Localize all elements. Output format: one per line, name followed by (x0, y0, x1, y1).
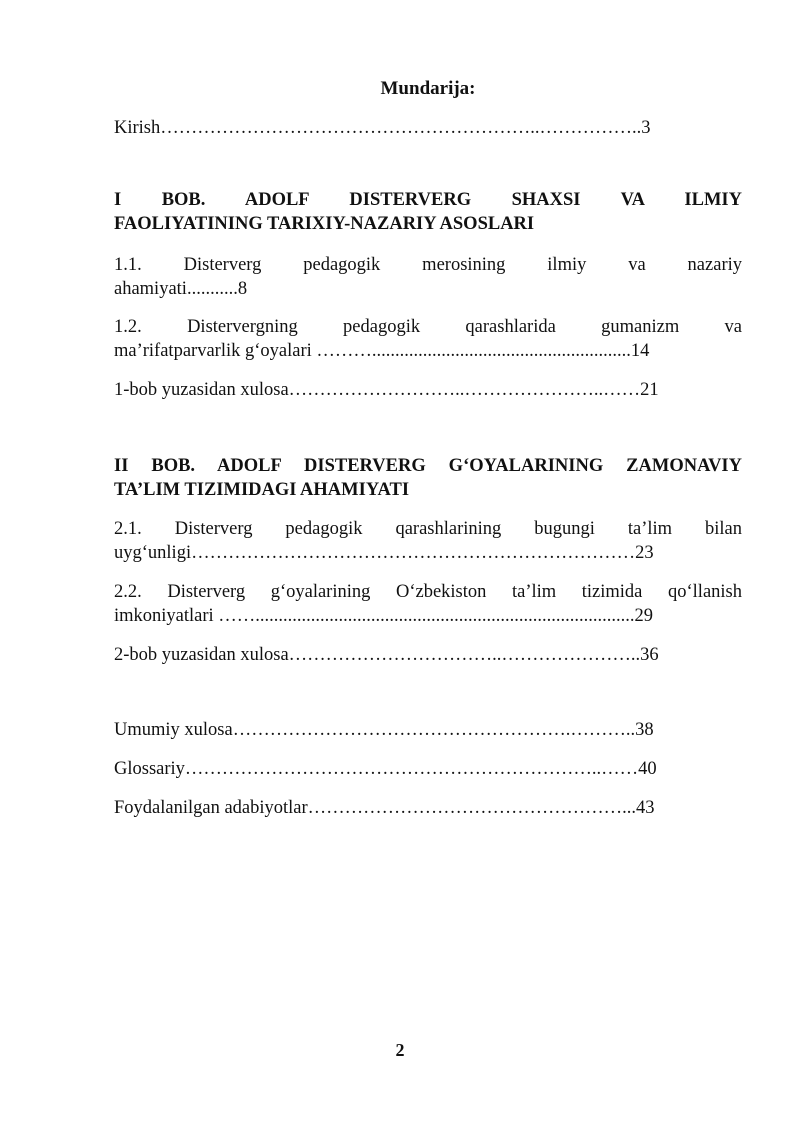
chapter2-heading (114, 454, 742, 502)
toc-entry-glossary: Glossariy…………………………………………………………..……40 (114, 759, 657, 779)
toc-entry-1-2-line1: 1.2. Distervergning pedagogik qarashlarida gumanizm va (114, 317, 742, 337)
toc-entry-2-2-line2: imkoniyatlari ……..................................................................................29 (114, 606, 654, 626)
toc-entry-2-1 (114, 517, 742, 565)
toc-entry-references: Foydalanilgan adabiyotlar……………………………………………...43 (114, 798, 655, 818)
toc-entry-2-1-line2: uyg‘unligi………………………………………………………………23 (114, 543, 654, 563)
page-number: 2 (395, 1040, 405, 1060)
chapter2-heading-line1: II BOB. ADOLF DISTERVERG G‘OYALARINING ZAMONAVIY (114, 456, 742, 476)
toc-entry-conclusion: Umumiy xulosa……………………………………………….………..38 (114, 720, 654, 740)
toc-entry-intro: Kirish……………………………………………………..……………..3 (114, 118, 651, 138)
chapter1-heading-line1: I BOB. ADOLF DISTERVERG SHAXSI VA ILMIY (114, 190, 742, 210)
toc-entry-2-1-line1: 2.1. Disterverg pedagogik qarashlarining bugungi ta’lim bilan (114, 519, 742, 539)
toc-entry-2-2 (114, 580, 742, 628)
toc-entry-1-1-line2: ahamiyati...........8 (114, 279, 248, 299)
chapter2-heading-line2: TA’LIM TIZIMIDAGI AHAMIYATI (114, 480, 410, 500)
toc-entry-1-1 (114, 253, 742, 301)
page-title: Mundarija: (380, 78, 476, 99)
toc-entry-chapter2-summary: 2-bob yuzasidan xulosa……………………………..…………………..36 (114, 645, 659, 665)
toc-entry-1-2-line2: ma’rifatparvarlik g‘oyalari ………........................................................14 (114, 341, 650, 361)
toc-entry-1-2 (114, 315, 742, 363)
chapter1-heading-line2: FAOLIYATINING TARIXIY-NAZARIY ASOSLARI (114, 214, 535, 234)
toc-entry-1-1-line1: 1.1. Disterverg pedagogik merosining ilmiy va nazariy (114, 255, 742, 275)
toc-entry-chapter1-summary: 1-bob yuzasidan xulosa………………………..…………………..……21 (114, 380, 659, 400)
chapter1-heading (114, 188, 742, 236)
toc-entry-2-2-line1: 2.2. Disterverg g‘oyalarining O‘zbekiston ta’lim tizimida qo‘llanish (114, 582, 742, 602)
